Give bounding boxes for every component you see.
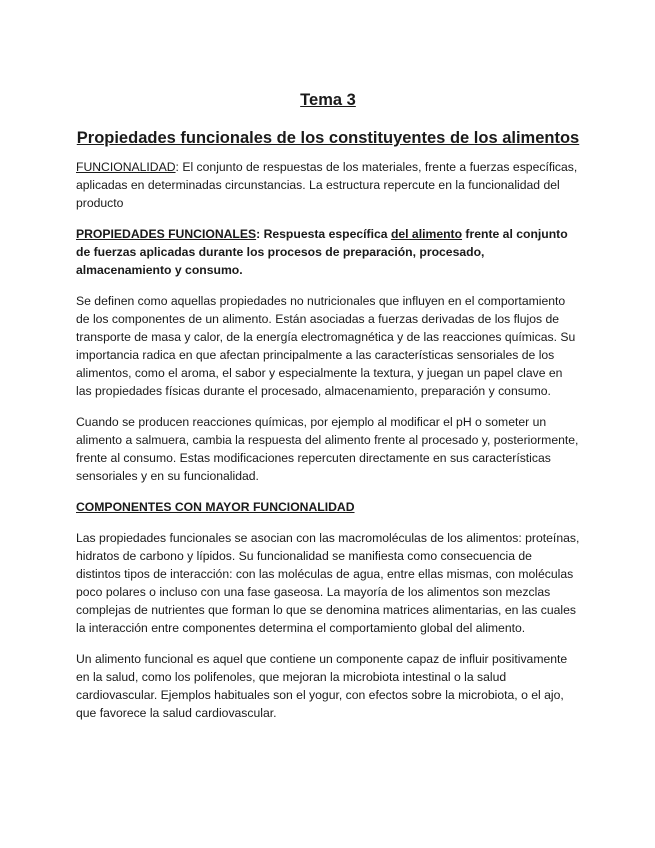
paragraph-definition: Se definen como aquellas propiedades no nutricionales que influyen en el comportamiento de los componentes de un alimento. Están asociadas a fuerzas derivadas de los flujos de transporte de masa y calor, de la energía electromagnética y de las reacciones químicas. Su importancia radica en que afectan principalmente a las características sensoriales de los alimentos, como el aroma, el sabor y especialmente la textura, y juegan un papel clave en las propiedades físicas durante el procesado, almacenamiento, preparación y consumo. <box>76 294 576 398</box>
funcionalidad-term: FUNCIONALIDAD <box>76 160 176 174</box>
paragraph-chemical-reactions: Cuando se producen reacciones químicas, por ejemplo al modificar el pH o someter un alimento a salmuera, cambia la respuesta del alimento frente al procesado y, posteriormente, frente al consumo. Estas modificaciones repercuten directamente en sus características sensoriales y en su funcionalidad. <box>76 415 579 483</box>
document-subtitle: Propiedades funcionales de los constituyentes de los alimentos <box>76 129 580 147</box>
document-page <box>76 88 580 735</box>
propiedades-definition <box>76 225 580 279</box>
paragraph-macromolecules: Las propiedades funcionales se asocian con las macromoléculas de los alimentos: proteínas, hidratos de carbono y lípidos. Su funcionalidad se manifiesta como consecuencia de distintos tipos de interacción: con las moléculas de agua, entre ellas mismas, con moléculas poco polares o incluso con una fase gaseosa. La mayoría de los alimentos son mezclas complejas de nutrientes que forman lo que se denomina matrices alimentarias, en las cuales la interacción entre componentes determina el comportamiento global del alimento. <box>76 531 580 635</box>
propiedades-emphasis: del alimento <box>390 227 463 241</box>
funcionalidad-text: : El conjunto de respuestas de los materiales, frente a fuerzas específicas, aplicadas en determinadas circunstancias. La estructura repercute en la funcionalidad del producto <box>76 160 578 210</box>
paragraph-functional-food: Un alimento funcional es aquel que contiene un componente capaz de influir positivamente en la salud, como los polifenoles, que mejoran la microbiota intestinal o la salud cardiovascular. Ejemplos habituales son el yogur, con efectos sobre la microbiota, o el ajo, que favorece la salud cardiovascular. <box>76 652 568 720</box>
page-title: Tema 3 <box>300 91 356 109</box>
funcionalidad-definition <box>76 158 580 212</box>
propiedades-term: PROPIEDADES FUNCIONALES <box>76 227 257 241</box>
section-heading: COMPONENTES CON MAYOR FUNCIONALIDAD <box>76 500 355 514</box>
propiedades-text-a: : Respuesta específica <box>256 227 391 241</box>
propiedades-text-b: frente al conjunto de fuerzas aplicadas durante los procesos de preparación, procesado, almacenamiento y consumo. <box>76 227 568 277</box>
